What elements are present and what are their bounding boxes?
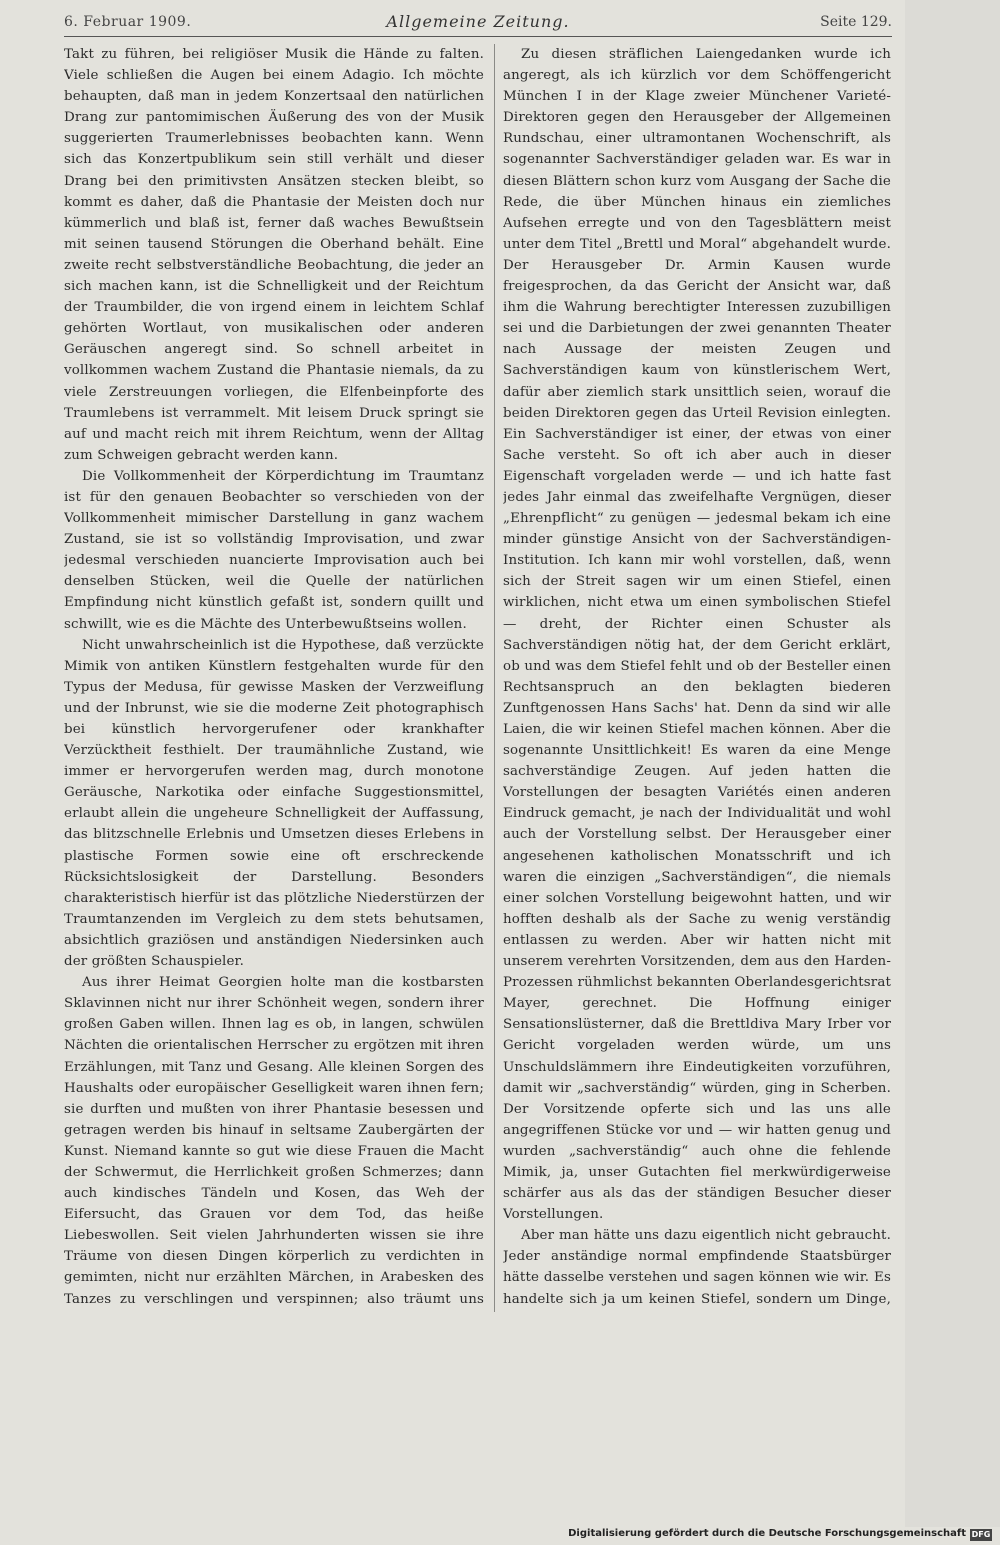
scan-margin [905, 0, 1000, 1527]
paragraph: Aus ihrer Heimat Georgien holte man die kostbarsten Sklavinnen nicht nur ihrer Schönheit wegen, sondern ihrer großen Gaben willen. Ihnen lag es ob, in langen, schwülen Nächten die orientalischen Herrscher zu ergötzen mit ihren Erzählungen, mit Tanz und Gesang. Alle kleinen Sorgen des Haushalts oder europäischer Geselligkeit waren ihnen fern; sie durften und mußten von ihrer Phantasie besessen und getragen werden bis hinauf in seltsame Zaubergärten der Kunst. Niemand kannte so gut wie diese Frauen die Macht der Schwermut, die Herrlichkeit großen Schmerzes; dann auch kindisches Tändeln und Kosen, das Weh der Eifersucht, das Grauen vor dem Tod, das heiße Liebeswollen. Seit vielen Jahrhunderten wissen sie ihre Träume von diesen Dingen körperlich zu verdichten in gemimten, nicht nur erzählten Märchen, in Arabesken des Tanzes zu verschlingen und verspinnen; also träumt uns [64, 975, 484, 1307]
newspaper-title: Allgemeine Zeitung. [386, 12, 570, 31]
paragraph: Die Vollkommenheit der Körperdichtung im Traumtanz ist für den genauen Beobachter so verschieden von der Vollkommenheit mimischer Darstellung in ganz wachem Zustand, sie ist so vollständig Improvisation, und zwar jedesmal verschieden nuancierte Improvisation auch bei denselben Stücken, weil die Quelle der natürlichen Empfindung nicht künstlich gefaßt ist, sondern quillt und schwillt, wie es die Mächte des Unterbewußtseins wollen. [64, 468, 484, 632]
column-divider [494, 44, 495, 1312]
left-column [64, 44, 484, 1314]
paragraph: Nicht unwahrscheinlich ist die Hypothese, daß verzückte Mimik von antiken Künstlern festgehalten wurde für den Typus der Medusa, für gewisse Masken der Verzweiflung und der Inbrunst, wie sie die moderne Zeit photographisch bei künstlich hervorgerufener oder krankhafter Verzücktheit festhielt. Der traumähnliche Zustand, wie immer er hervorgerufen werden mag, durch monotone Geräusche, Narkotika oder einfache Suggestionsmittel, erlaubt allein die ungeheure Schnelligkeit der Auffassung, das blitzschnelle Erlebnis und Umsetzen dieses Erlebens in plastische Formen sowie eine oft erschreckende Rücksichtslosigkeit der Darstellung. Besonders charakteristisch hierfür ist das plötzliche Niederstürzen der Traumtanzenden im Vergleich zu dem stets behutsamen, absichtlich graziösen und anständigen Niedersinken auch der größten Schauspieler. [64, 637, 484, 970]
paragraph: Takt zu führen, bei religiöser Musik die Hände zu falten. Viele schließen die Augen bei einem Adagio. Ich möchte behaupten, daß man in jedem Konzertsaal den natürlichen Drang zur pantomimischen Äußerung des von der Musik suggerierten Traumerlebnisses beobachten kann. Wenn sich das Konzertpublikum sein still verhält und dieser Drang bei den primitivsten Ansätzen stecken bleibt, so kommt es daher, daß die Phantasie der Meisten doch nur kümmerlich und blaß ist, ferner daß waches Bewußtsein mit seinen tausend Störungen die Oberhand behält. Eine zweite recht selbstverständliche Beobachtung, die jeder an sich machen kann, ist die Schnelligkeit und der Reichtum der Traumbilder, die von irgend einem in leichtem Schlaf gehörten Wortlaut, von musikalischen oder anderen Geräuschen angeregt sind. So schnell arbeitet in vollkommen wachem Zustand die Phantasie niemals, da zu viele Zerstreuungen vorliegen, die Elfenbeinpforte des Traumlebens ist verrammelt. Mit leisem Druck springt sie auf und macht reich mit ihrem Reichtum, wenn der Alltag zum Schweigen gebracht werden kann. [64, 47, 484, 463]
issue-date: 6. Februar 1909. [64, 14, 192, 30]
dfg-logo-icon: DFG [971, 1530, 991, 1539]
funding-credit: Digitalisierung gefördert durch die Deutsche Forschungsgemeinschaft [568, 1528, 966, 1539]
digitization-footer [0, 1527, 1000, 1545]
page-header [64, 10, 892, 37]
right-column [503, 44, 891, 1314]
paragraph: Aber man hätte uns dazu eigentlich nicht gebraucht. Jeder anständige normal empfindende Staatsbürger hätte dasselbe verstehen und sagen können wie wir. Es handelte sich ja um keinen Stiefel, sondern um Dinge, [503, 1228, 891, 1307]
paragraph: Zu diesen sträflichen Laiengedanken wurde ich angeregt, als ich kürzlich vor dem Schöffengericht München I in der Klage zweier Münchener Varieté-Direktoren gegen den Herausgeber der Allgemeinen Rundschau, einer ultramontanen Wochenschrift, als sogenannter Sachverständiger geladen war. Es war in diesen Blättern schon kurz vom Ausgang der Sache die Rede, die über München hinaus ein ziemliches Aufsehen erregte und von den Tagesblättern meist unter dem Titel „Brettl und Moral“ abgehandelt wurde. Der Herausgeber Dr. Armin Kausen wurde freigesprochen, da das Gericht der Ansicht war, daß ihm die Wahrung berechtigter Interessen zuzubilligen sei und die Darbietungen der zwei genannten Theater nach Aussage der meisten Zeugen und Sachverständigen kaum von künstlerischem Wert, dafür aber ziemlich stark unsittlich seien, worauf die beiden Direktoren gegen das Urteil Revision einlegten. Ein Sachverständiger ist einer, der etwas von einer Sache versteht. So oft ich aber auch in dieser Eigenschaft vorgeladen werde — und ich hatte fast jedes Jahr einmal das zweifelhafte Vergnügen, dieser „Ehrenpflicht“ zu genügen — jedesmal bekam ich eine minder günstige Ansicht von der Sachverständigen-Institution. Ich kann mir wohl vorstellen, daß, wenn sich der Streit sagen wir um einen Stiefel, einen wirklichen, nicht etwa um einen symbolischen Stiefel — dreht, der Richter einen Schuster als Sachverständigen nötig hat, der dem Gericht erklärt, ob und was dem Stiefel fehlt und ob der Besteller einen Rechtsanspruch an den beklagten biederen Zunftgenossen Hans Sachs' hat. Denn da sind wir alle Laien, die wir keinen Stiefel machen können. Aber die sogenannte Unsittlichkeit! Es waren da eine Menge sachverständige Zeugen. Auf jeden hatten die Vorstellungen der besagten Variétés einen anderen Eindruck gemacht, je nach der Individualität und wohl auch der Vorstellung selbst. Der Herausgeber einer angesehenen katholischen Monatsschrift und ich waren die einzigen „Sachverständigen“, die niemals einer solchen Vorstellung beigewohnt hatten, und wir hofften deshalb als der Sache zu wenig verständig entlassen zu werden. Aber wir hatten nicht mit unserem verehrten Vorsitzenden, dem aus den Harden-Prozessen rühmlichst bekannten Oberlandesgerichtsrat Mayer, gerechnet. Die Hoffnung einiger Sensationslüsterner, daß die Brettldiva Mary Irber vor Gericht vorgeladen werden würde, um uns Unschuldslämmern ihre Eindeutigkeiten vorzuführen, damit wir „sachverständig“ würden, ging in Scherben. Der Vorsitzende opferte sich und las uns alle angegriffenen Stücke vor und — wir hatten genug und wurden „sachverständig“ auch ohne die fehlende Mimik, ja, unser Gutachten fiel merkwürdigerweise schärfer aus als das der ständigen Besucher dieser Vorstellungen. [503, 47, 891, 1223]
page-number: Seite 129. [820, 14, 892, 30]
